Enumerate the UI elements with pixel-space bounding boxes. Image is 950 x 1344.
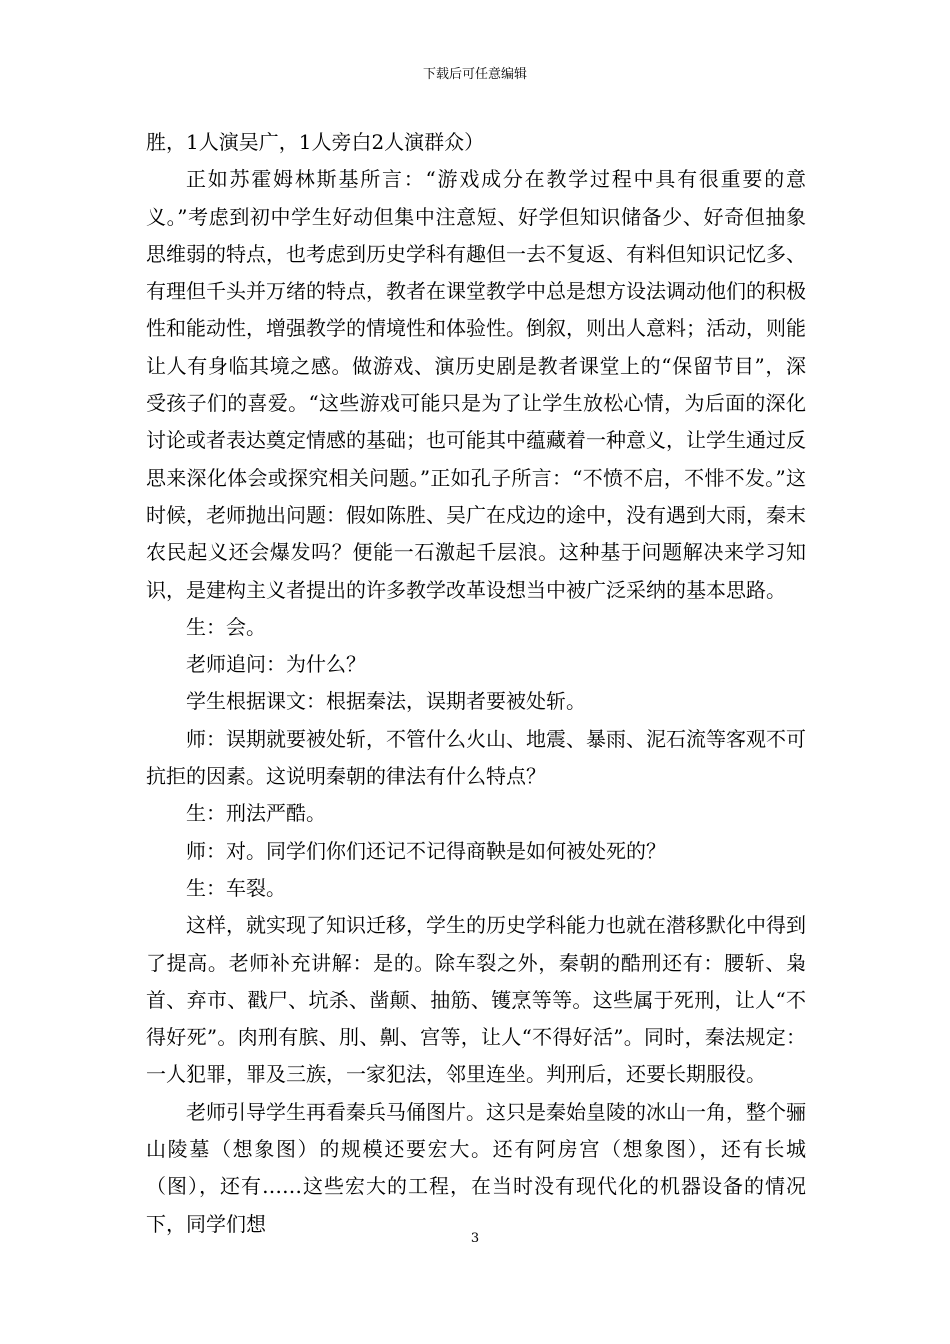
paragraph: 胜，1人演吴广，1人旁白2人演群众） <box>146 130 485 154</box>
dialogue-line: 老师追问：为什么？ <box>186 652 366 677</box>
paragraph: 老师引导学生再看秦兵马俑图片。这只是秦始皇陵的冰山一角，整个骊山陵墓（想象图）的规模还要宏大。还有阿房宫（想象图），还有长城（图），还有……这些宏大的工程，在当时没有现代化的机器设备的情况下，同学们想 <box>146 1099 806 1236</box>
page-header: 下载后可任意编辑 <box>422 67 527 82</box>
dialogue-line: 生：车裂。 <box>186 875 286 900</box>
dialogue-line: 生：会。 <box>186 614 266 639</box>
dialogue-line: 生：刑法严酷。 <box>186 801 326 826</box>
dialogue-line: 师：误期就要被处斩，不管什么火山、地震、暴雨、泥石流等客观不可抗拒的因素。这说明秦朝的律法有什么特点？ <box>146 726 806 789</box>
paragraph: 正如苏霍姆林斯基所言：“游戏成分在教学过程中具有很重要的意义。”考虑到初中学生好动但集中注意短、好学但知识储备少、好奇但抽象思维弱的特点，也考虑到历史学科有趣但一去不复返、有料但知识记忆多、有理但千头并万绪的特点，教者在课堂教学中总是想方设法调动他们的积极性和能动性，增强教学的情境性和体验性。倒叙，则出人意料；活动，则能让人有身临其境之感。做游戏、演历史剧是教者课堂上的“保留节目”，深受孩子们的喜爱。“这些游戏可能只是为了让学生放松心情，为后面的深化讨论或者表达奠定情感的基础；也可能其中蕴藏着一种意义，让学生通过反思来深化体会或探究相关问题。”正如孔子所言：“不愤不启，不悱不发。”这时候，老师抛出问题：假如陈胜、吴广在戍边的途中，没有遇到大雨，秦末农民起义还会爆发吗？便能一石激起千层浪。这种基于问题解决来学习知识，是建构主义者提出的许多教学改革设想当中被广泛采纳的基本思路。 <box>146 167 806 602</box>
dialogue-line: 学生根据课文：根据秦法，误期者要被处斩。 <box>186 689 586 714</box>
dialogue-line: 师：对。同学们你们还记不记得商鞅是如何被处死的？ <box>186 838 666 863</box>
document-body <box>146 124 806 1243</box>
page-number: 3 <box>470 1231 480 1246</box>
paragraph: 这样，就实现了知识迁移，学生的历史学科能力也就在潜移默化中得到了提高。老师补充讲解：是的。除车裂之外，秦朝的酷刑还有：腰斩、枭首、弃市、戳尸、坑杀、凿颠、抽筋、镬烹等等。这些属于死刑，让人“不得好死”。肉刑有膑、刖、劓、宫等，让人“不得好活”。同时，秦法规定：一人犯罪，罪及三族，一家犯法，邻里连坐。判刑后，还要长期服役。 <box>146 913 806 1087</box>
